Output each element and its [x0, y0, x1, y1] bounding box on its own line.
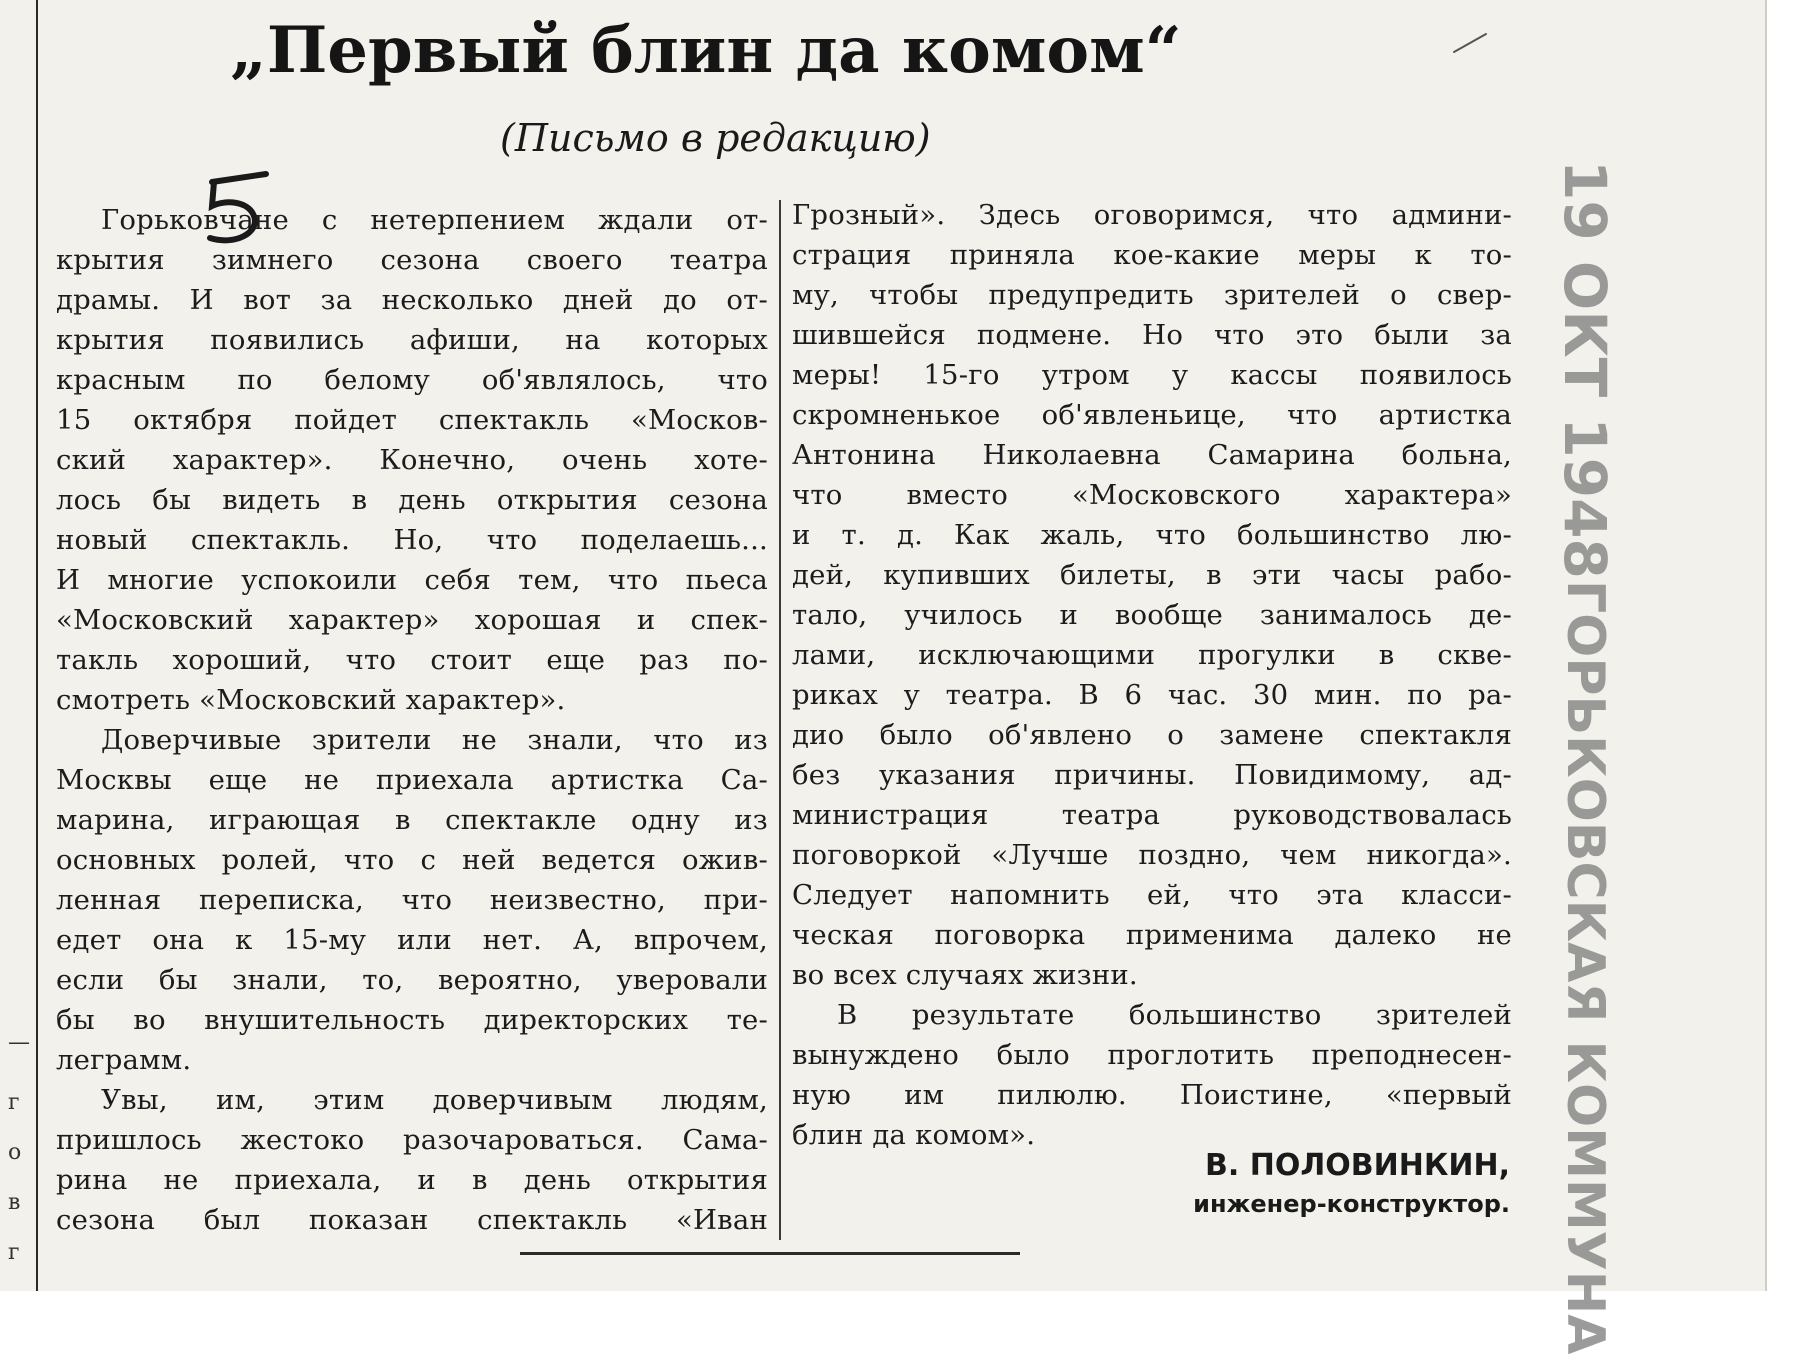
article-line: В результате большинство зрителей: [837, 999, 1512, 1031]
date-stamp: 19 ОКТ 1948: [1551, 160, 1619, 579]
article-line: тало, училось и вообще занималось де-: [792, 599, 1512, 631]
article-line: ский характер». Конечно, очень хоте-: [56, 444, 768, 476]
article-line: «Московский характер» хорошая и спек-: [56, 604, 768, 636]
article-line: 15 октября пойдет спектакль «Москов-: [56, 404, 768, 436]
left-border-rule: [36, 0, 38, 1291]
author-title: инженер-конструктор.: [1193, 1190, 1510, 1218]
article-line: красным по белому об'являлось, что: [56, 364, 768, 396]
article-line: Грозный». Здесь оговоримся, что админи-: [792, 199, 1512, 231]
article-line: лами, исключающими прогулки в скве-: [792, 639, 1512, 671]
article-left-column: [56, 200, 768, 1240]
article-line: министрация театра руководствовалась: [792, 799, 1512, 831]
article-right-column: [792, 195, 1512, 1155]
margin-letter: в: [8, 1190, 21, 1215]
article-line: ленная переписка, что неизвестно, при-: [56, 884, 768, 916]
margin-letter: —: [8, 1030, 30, 1055]
article-line: дей, купивших билеты, в эти часы рабо-: [792, 559, 1512, 591]
article-line: без указания причины. Повидимому, ад-: [792, 759, 1512, 791]
article-line: и т. д. Как жаль, что большинство лю-: [792, 519, 1512, 551]
article-line: основных ролей, что с ней ведется ожив-: [56, 844, 768, 876]
article-line: если бы знали, то, вероятно, уверовали: [56, 964, 768, 996]
article-line: ную им пилюлю. Поистине, «первый: [792, 1079, 1512, 1111]
article-line: бы во внушительность директорских те-: [56, 1004, 768, 1036]
article-line: Доверчивые зрители не знали, что из: [101, 724, 768, 756]
bottom-rule: [520, 1252, 1020, 1255]
margin-letter: г: [8, 1240, 20, 1265]
article-line: блин да комом».: [792, 1119, 1036, 1151]
article-line: рина не приехала, и в день открытия: [56, 1164, 768, 1196]
article-line: страция приняла кое-какие меры к то-: [792, 239, 1512, 271]
column-divider: [779, 200, 781, 1240]
article-headline: „Первый блин да комом“: [230, 13, 1182, 88]
article-line: леграмм.: [56, 1044, 192, 1076]
newspaper-name-stamp: ГОРЬКОВСКАЯ КОММУНА: [1555, 580, 1615, 1355]
article-line: крытия зимнего сезона своего театра: [56, 244, 768, 276]
article-line: пришлось жестоко разочароваться. Сама-: [56, 1124, 768, 1156]
article-line: лось бы видеть в день открытия сезона: [56, 484, 768, 516]
article-line: поговоркой «Лучше поздно, чем никогда».: [792, 839, 1512, 871]
article-line: меры! 15-го утром у кассы появилось: [792, 359, 1512, 391]
article-line: драмы. И вот за несколько дней до от-: [56, 284, 768, 316]
article-line: сезона был показан спектакль «Иван: [56, 1204, 768, 1236]
article-line: Горьковчане с нетерпением ждали от-: [101, 204, 768, 236]
margin-letter: о: [8, 1140, 22, 1165]
article-line: вынуждено было проглотить преподнесен-: [792, 1039, 1512, 1071]
article-line: И многие успокоили себя тем, что пьеса: [56, 564, 768, 596]
article-line: риках у театра. В 6 час. 30 мин. по ра-: [792, 679, 1512, 711]
article-line: что вместо «Московского характера»: [792, 479, 1512, 511]
article-line: новый спектакль. Но, что поделаешь...: [56, 524, 768, 556]
article-line: Следует напомнить ей, что эта класси-: [792, 879, 1512, 911]
article-line: едет она к 15-му или нет. А, впрочем,: [56, 924, 768, 956]
author-signature: [1080, 1145, 1510, 1221]
author-name: В. ПОЛОВИНКИН,: [1205, 1148, 1510, 1183]
article-line: шившейся подмене. Но что это были за: [792, 319, 1512, 351]
margin-letter: г: [8, 1090, 20, 1115]
article-line: во всех случаях жизни.: [792, 959, 1138, 991]
article-line: марина, играющая в спектакле одну из: [56, 804, 768, 836]
article-line: Увы, им, этим доверчивым людям,: [101, 1084, 768, 1116]
article-line: Москвы еще не приехала артистка Са-: [56, 764, 768, 796]
article-line: скромненькое об'явленьице, что артистка: [792, 399, 1512, 431]
article-subhead: (Письмо в редакцию): [500, 116, 931, 160]
article-line: крытия появились афиши, на которых: [56, 324, 768, 356]
article-line: Антонина Николаевна Самарина больна,: [792, 439, 1512, 471]
article-line: дио было об'явлено о замене спектакля: [792, 719, 1512, 751]
pencil-check-mark: [1450, 28, 1490, 58]
article-line: му, чтобы предупредить зрителей о свер-: [792, 279, 1512, 311]
article-line: смотреть «Московский характер».: [56, 684, 566, 716]
left-margin-fragment: [8, 0, 32, 1291]
article-line: такль хороший, что стоит еще раз по-: [56, 644, 768, 676]
article-line: ческая поговорка применима далеко не: [792, 919, 1512, 951]
